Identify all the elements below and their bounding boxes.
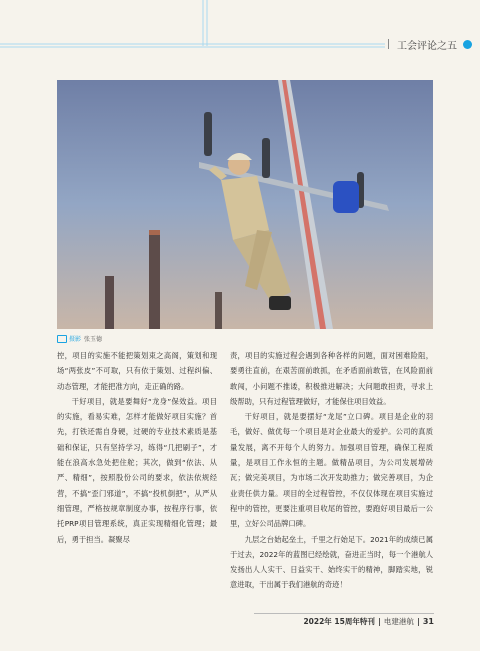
paragraph: 干好项目，就是要舞好“龙身”保效益。项目的实施，看易实难，怎样才能做好项目实施？首先，打铁还需自身硬，过硬的专业技术素质是基础和保证，只有坚持学习，练得“几把刷子”，才能在浪高水急处把住舵；其次，做到“依法、从严、精细”，按照股份公司的要求，依法依规经营，不搞“歪门邪道”，不搞“投机倒把”，从严从细管理，严格按规章制度办事，按程序行事，依托PRP项目管理系统，真正实现精细化管理；最后，勇于担当。凝聚尽 [57, 396, 217, 544]
caption-author: 张玉德 [84, 336, 103, 343]
photo-caption [57, 334, 102, 343]
camera-icon [57, 335, 67, 343]
page-footer [303, 616, 434, 627]
section-title: 工会评论之五 [397, 40, 457, 52]
page-number: 31 [422, 617, 434, 626]
caption-label: 摄影 [69, 336, 82, 343]
journal-name: 电建港航 [383, 617, 414, 626]
footer-separator [379, 618, 380, 626]
header-separator [388, 39, 389, 49]
worker-photo [57, 80, 433, 329]
footer-separator [418, 618, 419, 626]
accent-dot [463, 40, 472, 49]
paragraph: 责，项目的实施过程会遇到各种各样的问题，面对困难险阻，要勇往直前，在艰苦面前敢抓，在矛盾面前敢管，在风险面前敢闯，小问题不推诿，积极推进解决；大问题敢担责，寻求上级帮助，只有过程管理做好，才能保住项目效益。 [230, 351, 433, 406]
issue-label: 2022年 15周年特刊 [303, 617, 375, 626]
left-column [57, 348, 217, 547]
paragraph: 控，项目的实施不能把策划束之高阁，策划和现场“两张皮”不可取，只有依于策划、过程纠偏、动态管理，才能把准方向，走正确的路。 [57, 351, 217, 391]
paragraph: 干好项目，就是要摆好“龙尾”立口碑。项目是企业的羽毛，做好、做优每一个项目是对企业最大的爱护。公司的真质量发展，离不开每个人的努力。加强项目管理，确保工程质量，是项目工作永恒的主题。做精品项目，为公司发展增砖瓦；做完美项目，为市场二次开发助推力；做完善项目，为企业责任供力量。项目的全过程管控，不仅仅体现在项目实施过程中的管控，更要注重项目收尾的管控，要跑好项目最后一公里，立好公司品牌口碑。 [230, 412, 433, 529]
photo-illustration [57, 80, 433, 329]
right-column [230, 348, 433, 593]
page-header [388, 36, 472, 52]
footer-rule [254, 613, 434, 614]
paragraph: 九层之台始起垒土，千里之行始足下。2021年的成绩已属于过去，2022年的蓝图已经绘就，奋进正当时，每一个港航人发扬出人人实干、日益实干、始终实干的精神，脚踏实地，锐意进取，干出属于我们港航的奇迹！ [230, 534, 433, 590]
